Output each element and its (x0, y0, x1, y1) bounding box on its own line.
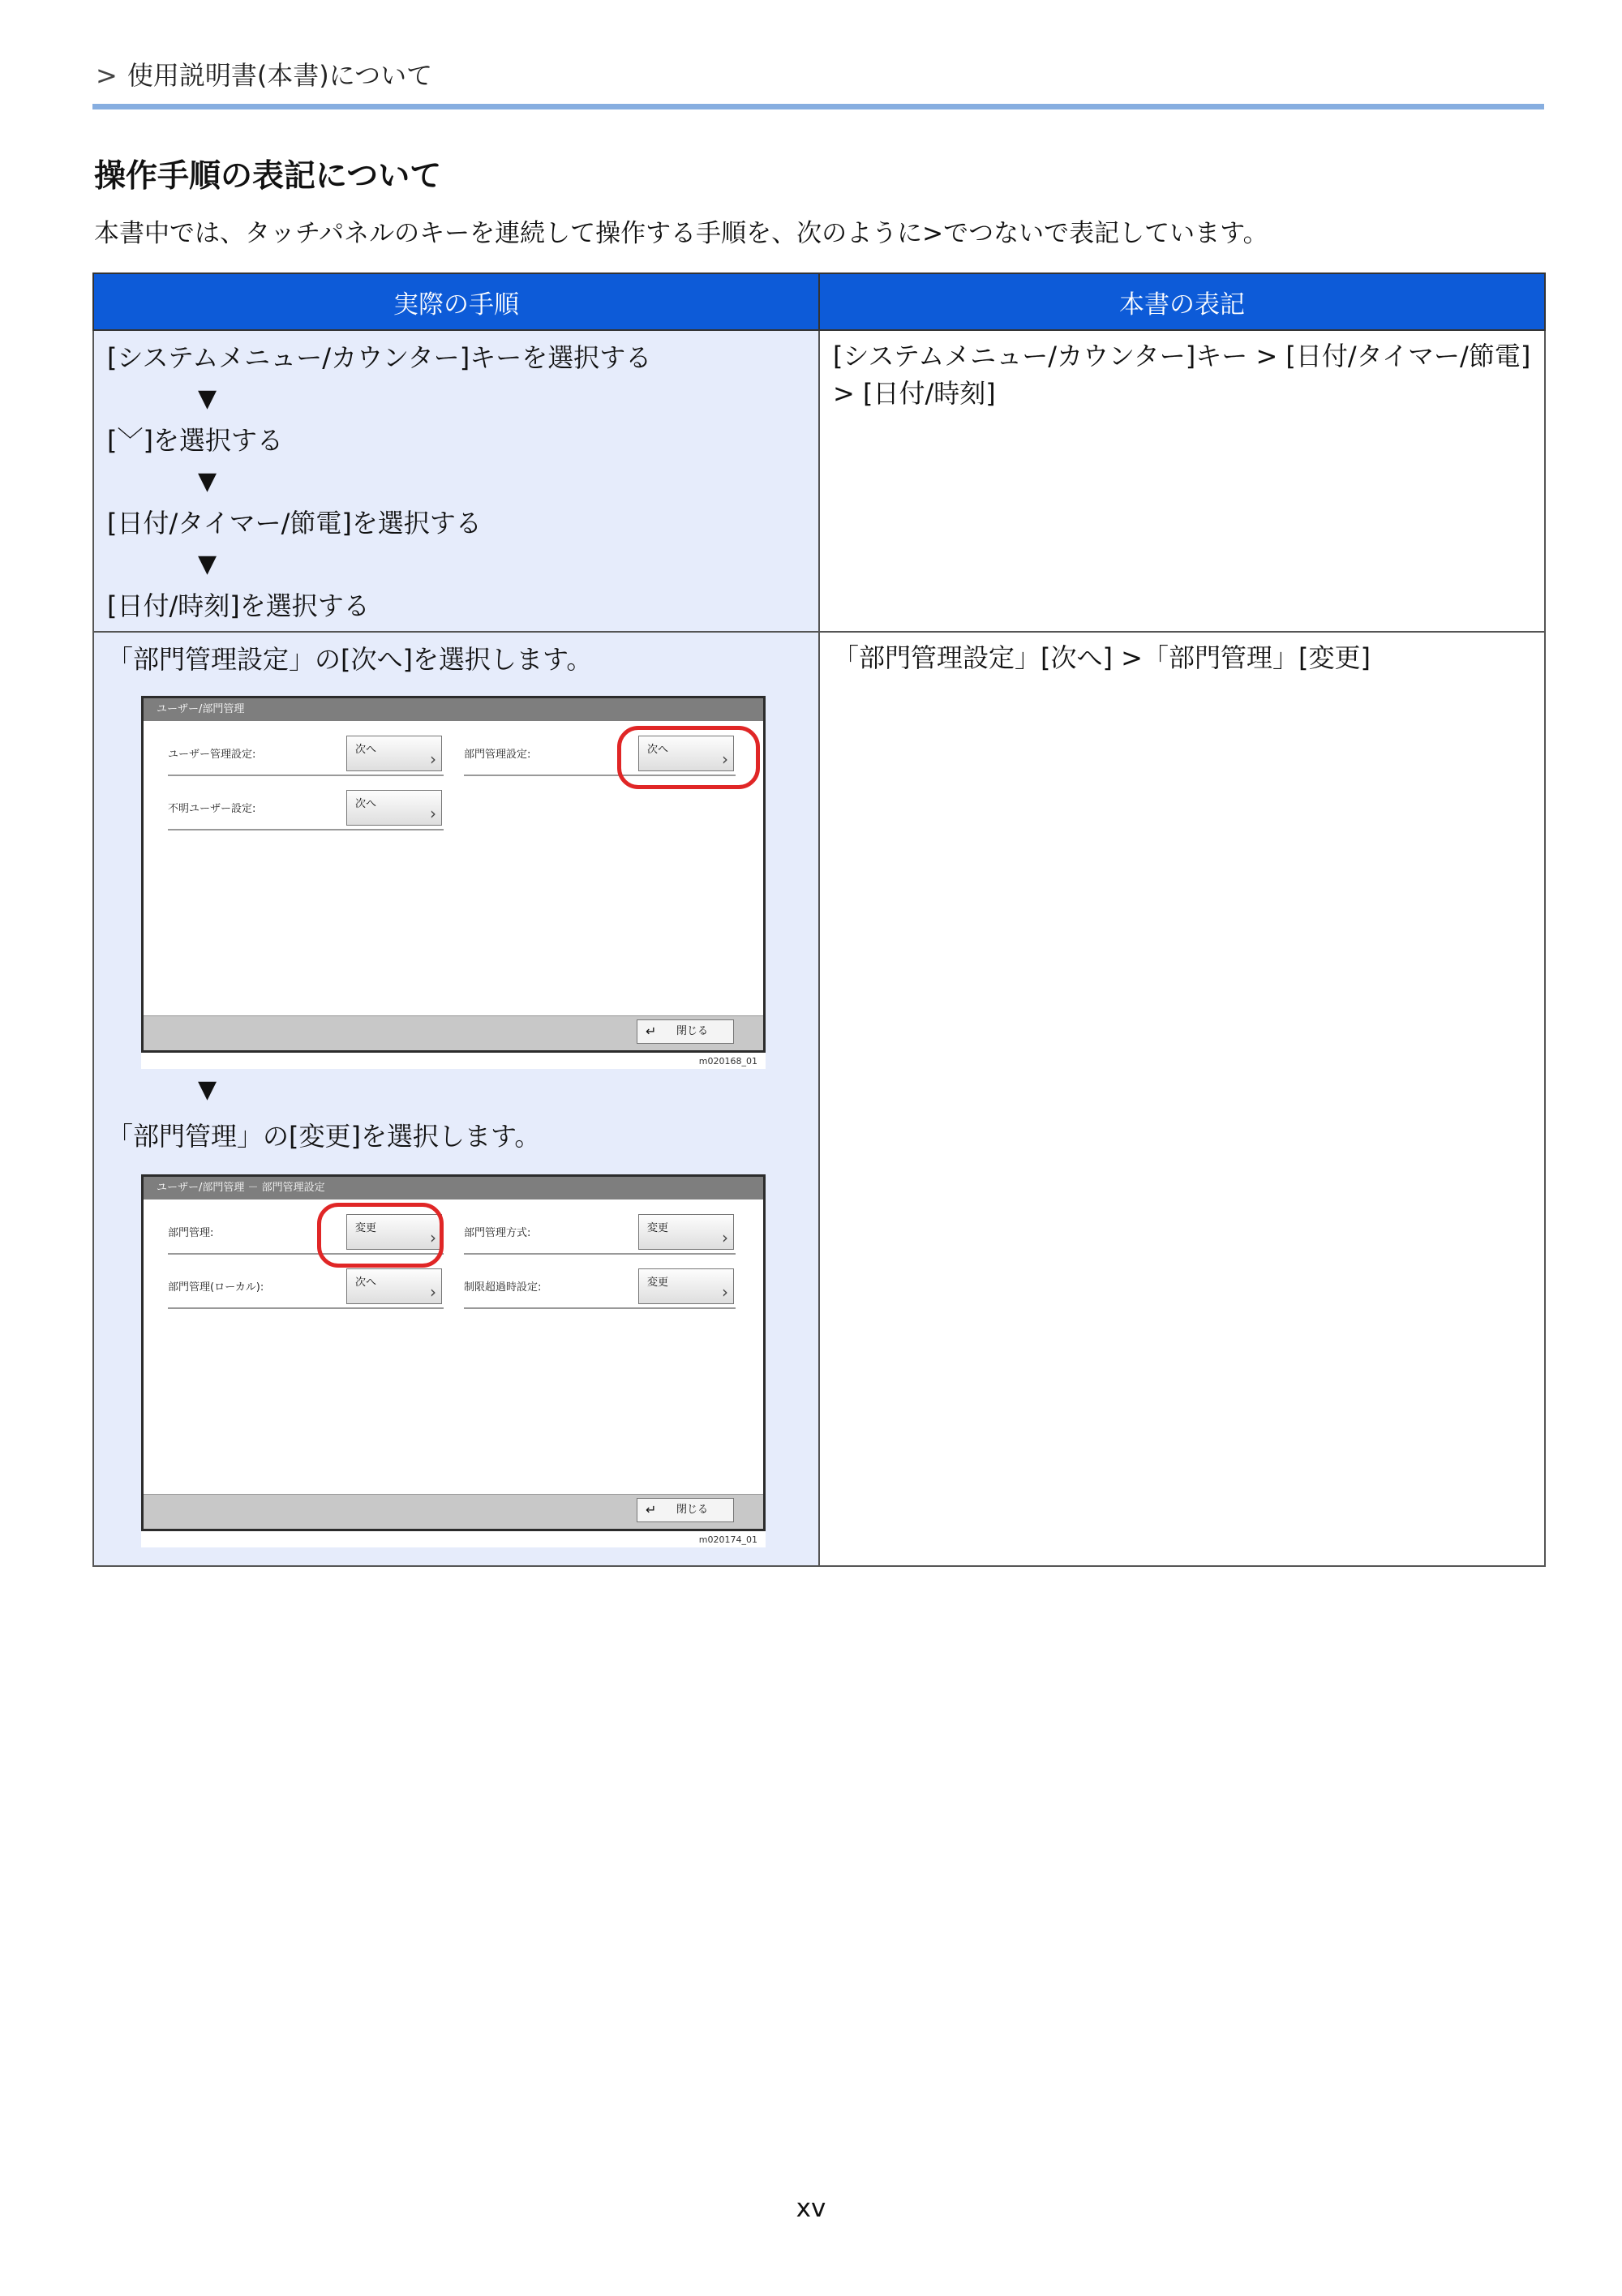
return-icon: ↵ (646, 1502, 657, 1517)
next-button[interactable]: 次へ › (346, 790, 442, 826)
change-button[interactable]: 変更 › (638, 1214, 734, 1250)
step-text: 「部門管理設定」の[次へ]を選択します。 (107, 644, 593, 675)
chevron-right-icon: › (722, 1282, 728, 1302)
field-label: 部門管理方式: (464, 1227, 531, 1239)
breadcrumb[interactable] (96, 55, 432, 92)
field-label: 部門管理: (168, 1227, 214, 1239)
field-label: ユーザー管理設定: (168, 749, 256, 761)
change-button[interactable]: 変更 › (638, 1268, 734, 1304)
table-row (93, 632, 1545, 1566)
screenshot-user-dept-management (141, 696, 766, 1069)
chevron-right-icon: › (430, 1282, 436, 1302)
header-notation: 本書の表記 (819, 273, 1545, 330)
actual-steps-cell (93, 632, 819, 1566)
procedure-table (92, 273, 1546, 1567)
breadcrumb-label: 使用説明書(本書)について (127, 60, 433, 91)
field-dept-local (168, 1270, 444, 1302)
panel-title: ユーザー/部門管理 － 部門管理設定 (144, 1177, 763, 1199)
notation-text: [システムメニュー/カウンター]キー > [日付/タイマー/節電] > [日付/時刻] (833, 341, 1531, 409)
highlight-circle (617, 726, 760, 789)
divider (168, 775, 444, 776)
table-header-row (93, 273, 1545, 330)
field-unknown-user (168, 792, 444, 824)
field-dept-method (464, 1216, 736, 1248)
panel-frame (141, 696, 766, 1053)
notation-text: 「部門管理設定」[次へ] >「部門管理」[変更] (833, 642, 1371, 673)
next-button[interactable]: 次へ › (346, 1268, 442, 1304)
change-button[interactable]: 変更 › (346, 1214, 442, 1250)
step-text: [日付/タイマー/節電]を選択する (107, 508, 482, 539)
field-label: 部門管理(ローカル): (168, 1281, 264, 1294)
divider (168, 1307, 444, 1309)
chevron-right-icon: › (722, 749, 728, 769)
section-title: 操作手順の表記について (94, 158, 442, 195)
panel-footer (144, 1494, 763, 1529)
step-text: [システムメニュー/カウンター]キーを選択する (107, 342, 652, 373)
down-arrow-icon: ▼ (198, 550, 217, 578)
field-limit-exceeded (464, 1270, 736, 1302)
divider (464, 1307, 736, 1309)
panel-title: ユーザー/部門管理 (144, 698, 763, 721)
down-arrow-icon: ▼ (198, 384, 217, 413)
field-label: 不明ユーザー設定: (168, 803, 256, 815)
figure-code: m020174_01 (698, 1534, 757, 1545)
header-actual-steps: 実際の手順 (93, 273, 819, 330)
notation-cell (819, 330, 1545, 632)
step-text: 「部門管理」の[変更]を選択します。 (107, 1121, 541, 1152)
chevron-right-icon: › (430, 749, 436, 769)
close-button[interactable]: ↵ 閉じる (637, 1498, 734, 1522)
screenshot-dept-management-settings (141, 1174, 766, 1547)
down-arrow-icon: ▼ (198, 467, 217, 496)
intro-text: 本書中では、タッチパネルのキーを連続して操作する手順を、次のように>でつないで表記しています。 (94, 219, 1268, 248)
header-rule (92, 104, 1544, 109)
chevron-right-icon: › (430, 804, 436, 823)
field-label: 制限超過時設定: (464, 1281, 542, 1294)
actual-steps-cell (93, 330, 819, 632)
divider (464, 1253, 736, 1255)
next-button[interactable]: 次へ › (638, 736, 734, 771)
chevron-right-icon: > (96, 60, 118, 91)
notation-cell (819, 632, 1545, 1566)
field-user-management (168, 737, 444, 770)
field-label: 部門管理設定: (464, 749, 531, 761)
step-text: [﹀]を選択する (107, 425, 283, 456)
page-number: xv (796, 2194, 826, 2223)
next-button[interactable]: 次へ › (346, 736, 442, 771)
chevron-right-icon: › (722, 1228, 728, 1247)
highlight-circle (317, 1203, 444, 1268)
chevron-right-icon: › (430, 1228, 436, 1247)
panel-frame (141, 1174, 766, 1531)
panel-footer (144, 1015, 763, 1050)
down-arrow-icon: ▼ (198, 1075, 217, 1104)
return-icon: ↵ (646, 1024, 657, 1039)
step-text: [日付/時刻]を選択する (107, 590, 370, 621)
divider (168, 829, 444, 830)
table-row (93, 330, 1545, 632)
close-button[interactable]: ↵ 閉じる (637, 1019, 734, 1044)
figure-code: m020168_01 (698, 1056, 757, 1066)
